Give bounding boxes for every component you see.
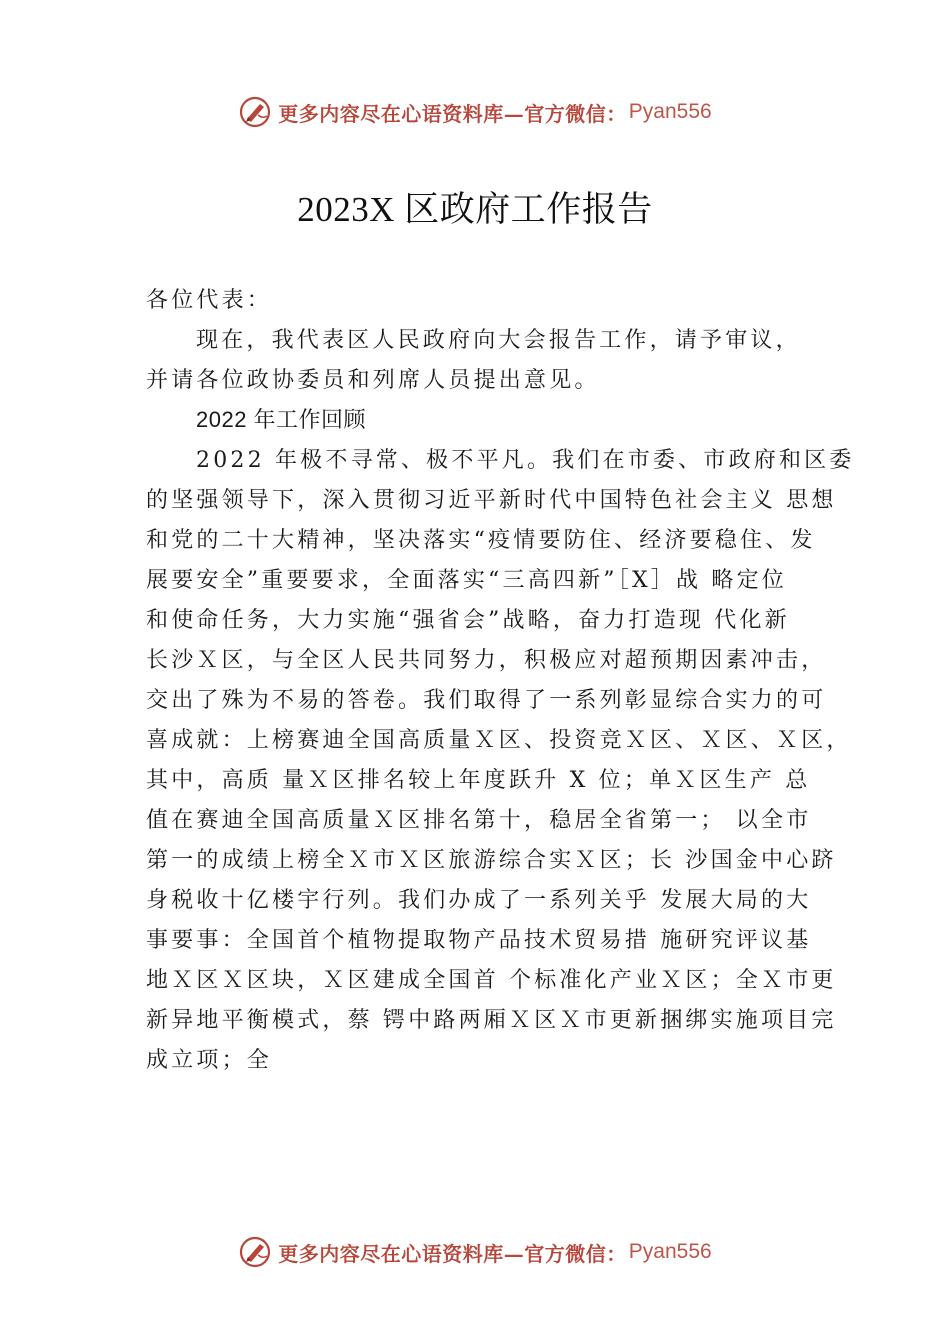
- body-line: 值在赛迪全国高质量Ｘ区排名第十，稳居全省第一； 以全市: [146, 808, 812, 833]
- salutation: 各位代表：: [146, 288, 273, 313]
- body-line: 身税收十亿楼宇行列。我们办成了一系列关乎 发展大局的大: [146, 888, 812, 913]
- body-line: 其中，高质 量Ｘ区排名较上年度跃升 X 位；单Ｘ区生产 总: [146, 768, 811, 793]
- body-line: 长沙Ｘ区，与全区人民共同努力，积极应对超预期因素冲击，: [146, 648, 827, 673]
- watermark-text: 更多内容尽在心语资料库—官方微信：: [278, 101, 627, 126]
- body-line: 2022 年极不寻常、极不平凡。我们在市委、市政府和区委: [196, 448, 855, 473]
- footer-watermark: [0, 1232, 950, 1272]
- header-watermark: [0, 92, 950, 132]
- opening-line-2: 并请各位政协委员和列席人员提出意见。: [146, 368, 600, 393]
- section-heading: 2022 年工作回顾: [196, 407, 367, 432]
- body-line: 事要事：全国首个植物提取物产品技术贸易措 施研究评议基: [146, 928, 812, 953]
- pen-logo-icon: [238, 95, 272, 129]
- body-line: 喜成就：上榜赛迪全国高质量Ｘ区、投资竞Ｘ区、Ｘ区、Ｘ区，: [146, 728, 852, 753]
- opening-line-1: 现在，我代表区人民政府向大会报告工作，请予审议，: [196, 328, 801, 353]
- body-line: 第一的成绩上榜全Ｘ市Ｘ区旅游综合实Ｘ区；长 沙国金中心跻: [146, 848, 837, 873]
- body-line: 成立项；全: [146, 1048, 273, 1073]
- body-line: 和使命任务，大力实施“强省会”战略，奋力打造现 代化新: [146, 608, 790, 633]
- body-line: 交出了殊为不易的答卷。我们取得了一系列彰显综合实力的可: [146, 688, 827, 713]
- document-title: 2023X 区政府工作报告: [297, 190, 653, 229]
- body-line: 和党的二十大精神，坚决落实“疫情要防住、经济要稳住、发: [146, 528, 816, 553]
- watermark-wechat-id: Pyan556: [628, 100, 712, 123]
- body-line: 地Ｘ区Ｘ区块，Ｘ区建成全国首 个标准化产业Ｘ区；全Ｘ市更: [146, 968, 837, 993]
- body-line: 新异地平衡模式，蔡 锷中路两厢Ｘ区Ｘ市更新捆绑实施项目完: [146, 1008, 837, 1033]
- watermark-text: 更多内容尽在心语资料库—官方微信：: [278, 1241, 627, 1266]
- body-line: 的坚强领导下，深入贯彻习近平新时代中国特色社会主义 思想: [146, 488, 837, 513]
- pen-logo-icon: [238, 1235, 272, 1269]
- body-line: 展要安全”重要要求，全面落实“三高四新”［X］战 略定位: [146, 568, 787, 593]
- watermark-wechat-id: Pyan556: [628, 1240, 712, 1263]
